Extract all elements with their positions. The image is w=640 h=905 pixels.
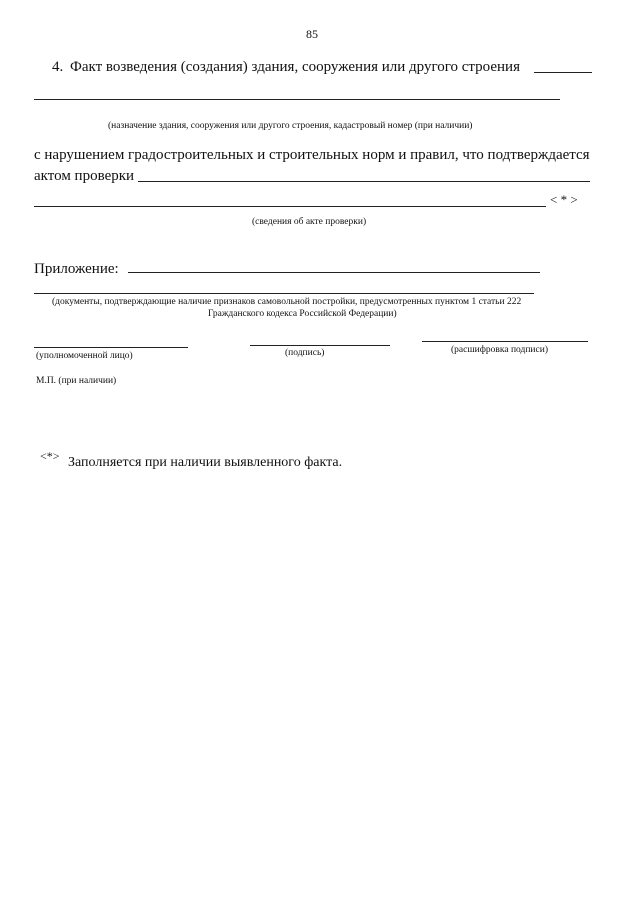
attachment-caption-line1: (документы, подтверждающие наличие признаков самовольной постройки, предусмотренных пунктом 1 статьи 222 — [52, 297, 522, 307]
inspection-act-caption: (сведения об акте проверки) — [252, 217, 367, 227]
violation-line1: с нарушением градостроительных и строительных норм и правил, что подтверждается — [34, 147, 590, 163]
attachment-fill-line-2[interactable] — [34, 293, 534, 294]
attachment-fill-line-1[interactable] — [128, 272, 540, 273]
item4-fill-line-2[interactable] — [34, 99, 560, 100]
footnote-text: Заполняется при наличии выявленного факта. — [68, 455, 343, 470]
footnote-asterisk: <*> — [40, 449, 60, 463]
item4-text: Факт возведения (создания) здания, сооружения или другого строения — [70, 59, 520, 75]
attachment-label: Приложение: — [34, 261, 119, 277]
inspection-act-fill-line-2[interactable] — [34, 206, 546, 207]
inspection-act-fill-line-1[interactable] — [138, 181, 590, 182]
official-caption: (уполномоченной лицо) — [36, 351, 133, 361]
decoding-caption: (расшифровка подписи) — [451, 345, 548, 355]
footnote-marker: < * > — [550, 192, 578, 207]
attachment-caption-line2: Гражданского кодекса Российской Федерации) — [208, 309, 397, 319]
official-fill-line[interactable] — [34, 347, 188, 348]
stamp-note: М.П. (при наличии) — [36, 376, 117, 386]
item4-caption: (назначение здания, сооружения или другого строения, кадастровый номер (при наличии) — [108, 121, 473, 131]
signature-fill-line[interactable] — [250, 345, 390, 346]
item4-number: 4. — [52, 59, 64, 75]
violation-line2: актом проверки — [34, 168, 135, 184]
item4-fill-line-1[interactable] — [534, 72, 592, 73]
decoding-fill-line[interactable] — [422, 341, 588, 342]
signature-caption: (подпись) — [285, 348, 325, 358]
page-number: 85 — [306, 27, 318, 41]
